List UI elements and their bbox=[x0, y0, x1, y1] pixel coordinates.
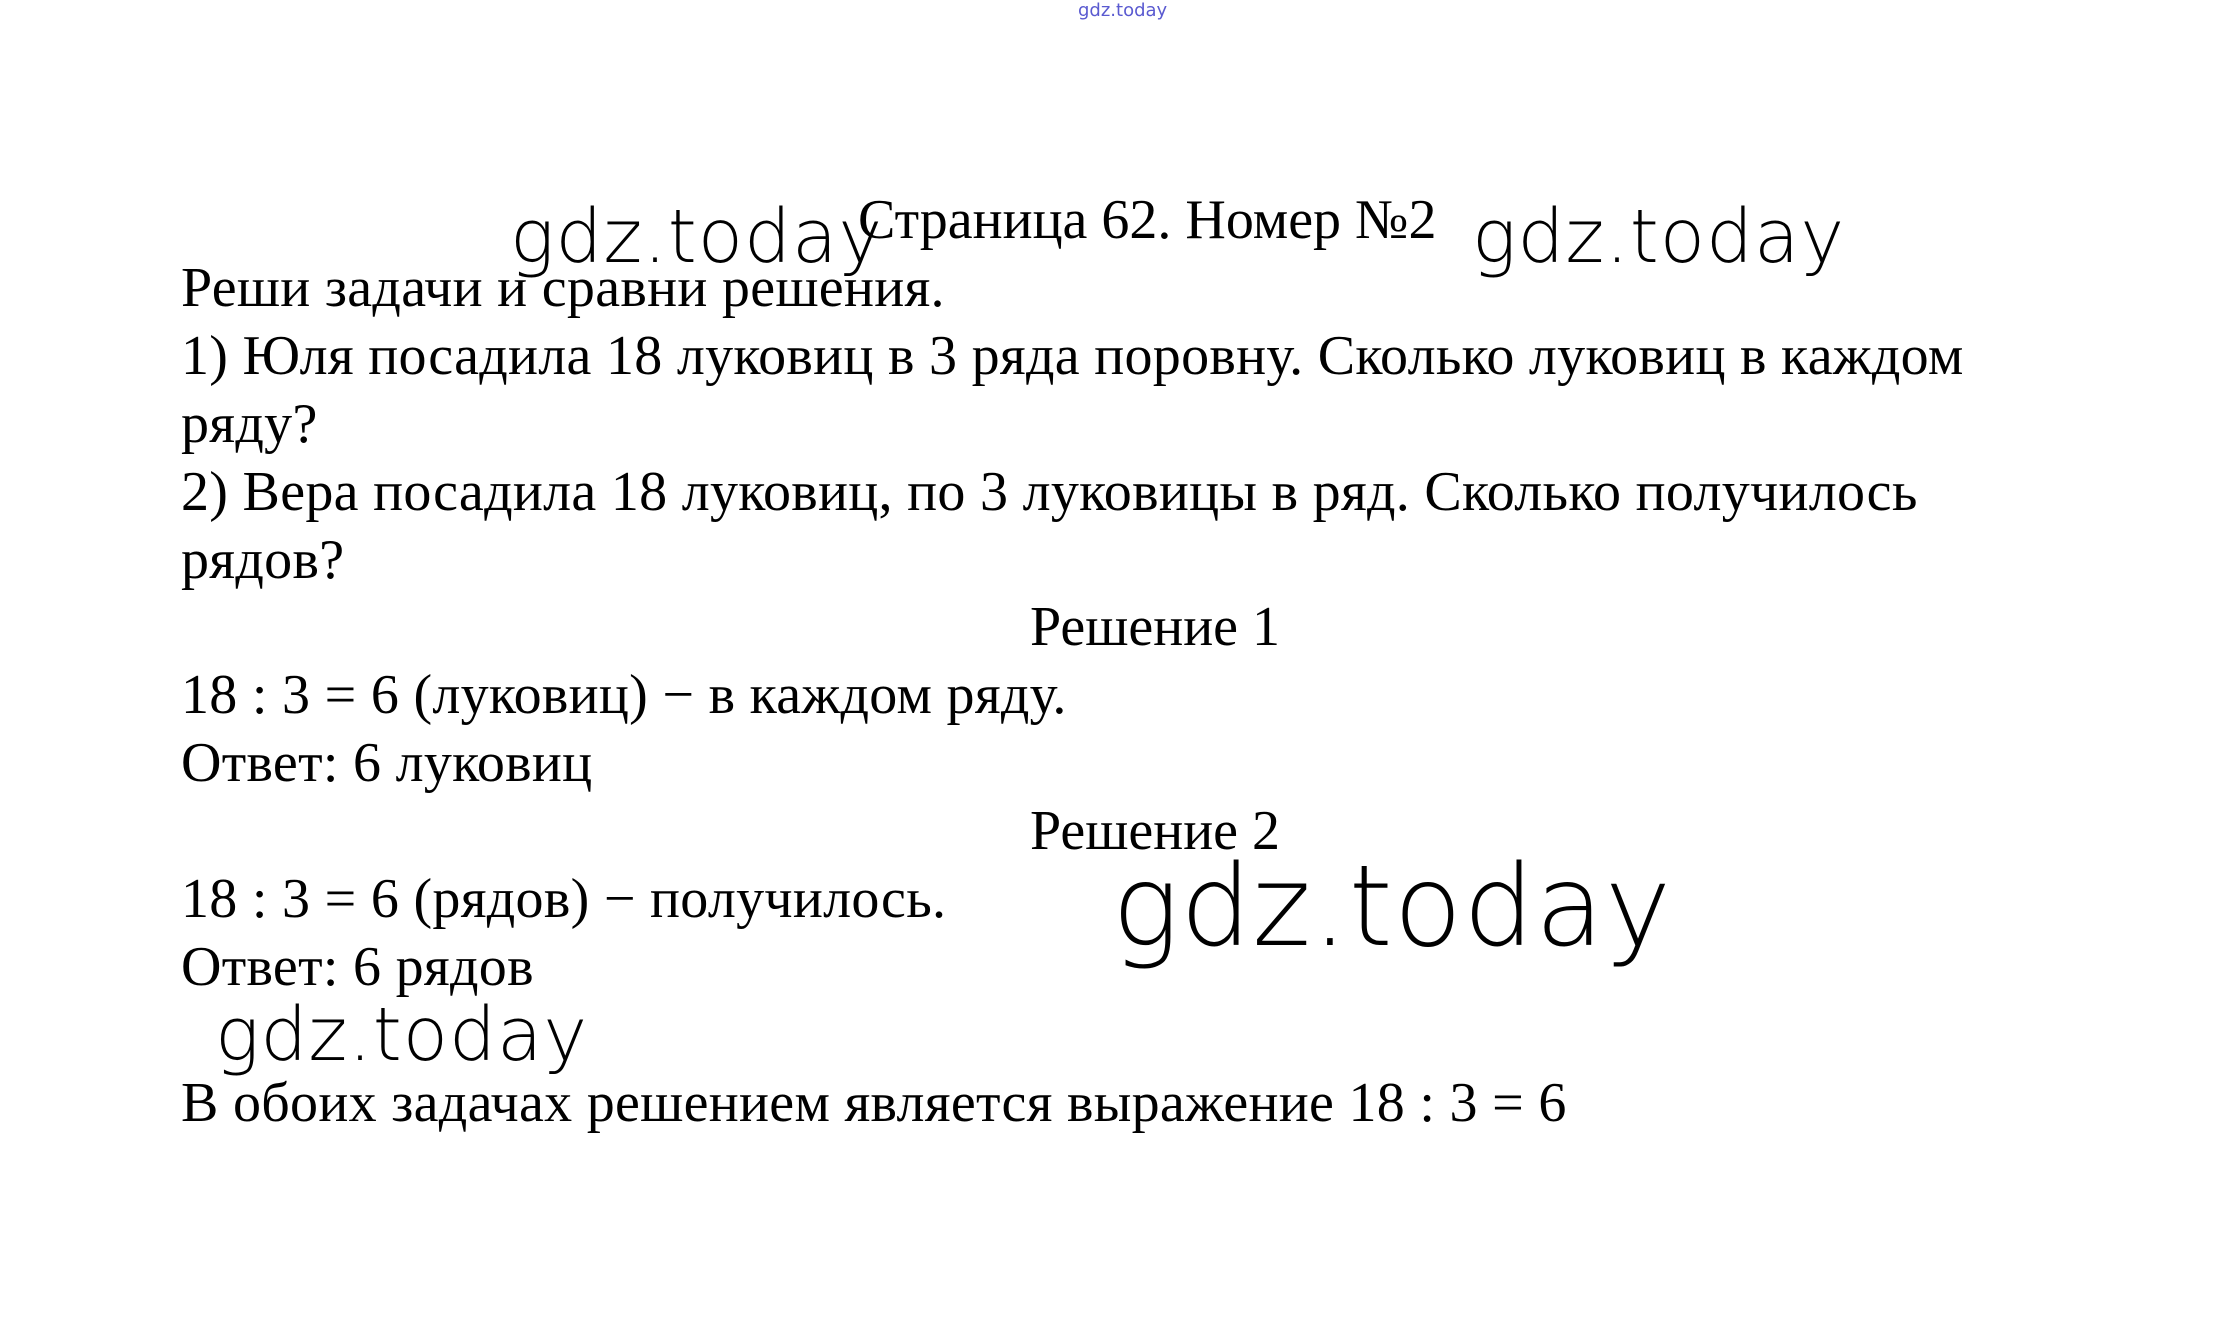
solution-1-heading: Решение 1 bbox=[1030, 596, 1281, 658]
problem-2-line-2: рядов? bbox=[181, 529, 345, 591]
watermark-title-left: gdz.today bbox=[510, 194, 884, 280]
task-instruction: Реши задачи и сравни решения. bbox=[181, 257, 945, 319]
problem-1-line-2: ряду? bbox=[181, 393, 318, 455]
solution-1-answer: Ответ: 6 луковиц bbox=[181, 732, 593, 794]
watermark-bottom-left: gdz.today bbox=[215, 992, 589, 1078]
problem-2-line-1: 2) Вера посадила 18 луковиц, по 3 луковицы в ряд. Сколько получилось bbox=[181, 461, 1918, 523]
solution-2-expression: 18 : 3 = 6 (рядов) − получилось. bbox=[181, 868, 947, 930]
page-title: Страница 62. Номер №2 bbox=[858, 189, 1437, 251]
conclusion: В обоих задачах решением является выражение 18 : 3 = 6 bbox=[181, 1072, 1567, 1134]
watermark-title-right: gdz.today bbox=[1472, 194, 1846, 280]
watermark-large: gdz.today bbox=[1112, 842, 1673, 972]
watermark-top: gdz.today bbox=[1078, 0, 1168, 21]
solution-2-answer: Ответ: 6 рядов bbox=[181, 936, 534, 998]
solution-2-heading: Решение 2 bbox=[1030, 800, 1281, 862]
solution-1-expression: 18 : 3 = 6 (луковиц) − в каждом ряду. bbox=[181, 664, 1067, 726]
problem-1-line-1: 1) Юля посадила 18 луковиц в 3 ряда поровну. Сколько луковиц в каждом bbox=[181, 325, 1964, 387]
